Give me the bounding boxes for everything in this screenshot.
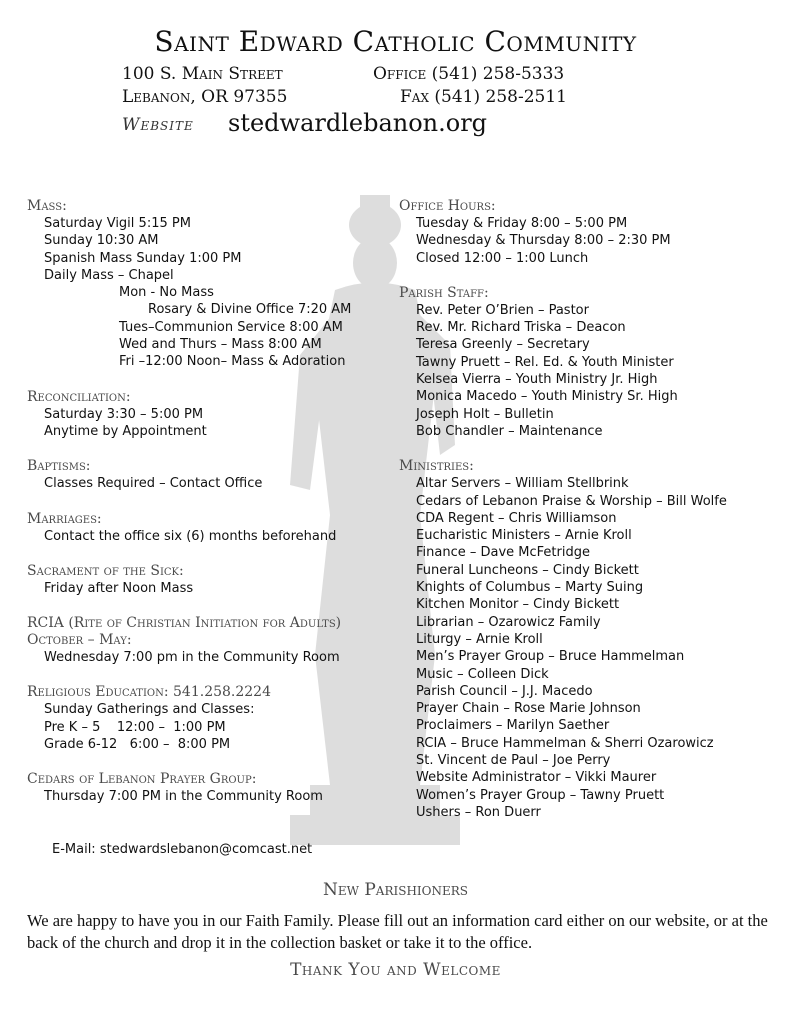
ministry-line: Music – Colleen Dick <box>416 666 549 682</box>
mass-line: Mon - No Mass <box>119 285 214 301</box>
mass-line: Fri –12:00 Noon– Mass & Adoration <box>119 354 346 370</box>
ministry-line: Eucharistic Ministers – Arnie Kroll <box>416 528 632 544</box>
staff-line: Rev. Mr. Richard Triska – Deacon <box>416 320 626 336</box>
mass-line: Daily Mass – Chapel <box>44 267 174 283</box>
religious-ed-line: Sunday Gatherings and Classes: <box>44 702 255 718</box>
ministry-line: Kitchen Monitor – Cindy Bickett <box>416 597 620 613</box>
staff-line: Bob Chandler – Maintenance <box>416 423 603 439</box>
reconciliation-line: Saturday 3:30 – 5:00 PM <box>44 406 204 422</box>
right-column <box>399 198 784 821</box>
sick-heading: Sacrament of the Sick: <box>27 562 184 579</box>
staff-line: Teresa Greenly – Secretary <box>416 337 590 353</box>
office-phone: Office (541) 258-5333 <box>373 64 565 84</box>
mass-line: Wed and Thurs – Mass 8:00 AM <box>119 337 322 353</box>
prayer-group-line: Thursday 7:00 PM in the Community Room <box>44 789 323 805</box>
mass-heading: Mass: <box>27 198 67 214</box>
staff-line: Monica Macedo – Youth Ministry Sr. High <box>416 389 678 405</box>
ministry-line: Cedars of Lebanon Praise & Worship – Bill Wolfe <box>416 493 727 509</box>
left-column <box>27 198 387 806</box>
website-link[interactable]: stedwardlebanon.org <box>228 109 488 137</box>
mass-line: Saturday Vigil 5:15 PM <box>44 216 191 231</box>
new-parishioners-text: We are happy to have you in our Faith Family. Please fill out an information card either on our website, or at the back of the church and drop it in the collection basket or take it to the office. <box>27 911 768 952</box>
ministry-line: Ushers – Ron Duerr <box>416 804 541 820</box>
marriages-line: Contact the office six (6) months beforehand <box>44 528 337 544</box>
new-parishioners-heading: New Parishioners <box>322 880 469 900</box>
ministry-line: Website Administrator – Vikki Maurer <box>416 770 657 786</box>
address-line-2: Lebanon, OR 97355 <box>122 87 288 107</box>
ministry-line: St. Vincent de Paul – Joe Perry <box>416 753 611 769</box>
ministry-line: Liturgy – Arnie Kroll <box>416 631 543 647</box>
address-line-1: 100 S. Main Street <box>122 64 283 84</box>
rcia-line: Wednesday 7:00 pm in the Community Room <box>44 650 340 666</box>
staff-line: Rev. Peter O’Brien – Pastor <box>416 302 589 318</box>
ministry-line: Finance – Dave McFetridge <box>416 545 590 561</box>
ministries-heading: Ministries: <box>399 458 474 475</box>
mass-line: Tues–Communion Service 8:00 AM <box>119 319 343 335</box>
website-label: Website <box>122 115 194 135</box>
prayer-group-heading: Cedars of Lebanon Prayer Group: <box>27 771 257 788</box>
mass-line: Rosary & Divine Office 7:20 AM <box>148 302 352 318</box>
ministry-line: CDA Regent – Chris Williamson <box>416 510 617 526</box>
ministry-line: Librarian – Ozarowicz Family <box>416 614 601 630</box>
staff-line: Joseph Holt – Bulletin <box>416 406 554 422</box>
ministry-line: RCIA – Bruce Hammelman & Sherri Ozarowicz <box>416 735 714 751</box>
mass-line: Spanish Mass Sunday 1:00 PM <box>44 250 242 266</box>
ministry-line: Knights of Columbus – Marty Suing <box>416 580 644 596</box>
baptisms-line: Classes Required – Contact Office <box>44 476 263 492</box>
ministry-line: Parish Council – J.J. Macedo <box>416 683 593 699</box>
staff-line: Kelsea Vierra – Youth Ministry Jr. High <box>416 372 658 388</box>
ministry-line: Proclaimers – Marilyn Saether <box>416 718 610 734</box>
closing-text: Thank You and Welcome <box>290 960 501 980</box>
ministry-line: Prayer Chain – Rose Marie Johnson <box>416 701 641 717</box>
office-hours-line: Wednesday & Thursday 8:00 – 2:30 PM <box>416 233 671 249</box>
baptisms-heading: Baptisms: <box>27 458 91 475</box>
ministry-line: Women’s Prayer Group – Tawny Pruett <box>416 787 665 803</box>
office-hours-line: Tuesday & Friday 8:00 – 5:00 PM <box>416 216 628 231</box>
office-hours-line: Closed 12:00 – 1:00 Lunch <box>416 250 589 266</box>
marriages-heading: Marriages: <box>27 510 102 527</box>
staff-line: Tawny Pruett – Rel. Ed. & Youth Minister <box>416 354 674 370</box>
ministry-line: Funeral Luncheons – Cindy Bickett <box>416 562 639 578</box>
office-hours-heading: Office Hours: <box>399 198 496 214</box>
religious-ed-line: Pre K – 5 12:00 – 1:00 PM <box>44 719 226 735</box>
rcia-heading: RCIA (Rite of Christian Initiation for Adults) October – May: <box>27 615 342 649</box>
fax-number: Fax (541) 258-2511 <box>400 87 567 107</box>
reconciliation-line: Anytime by Appointment <box>44 423 207 439</box>
mass-line: Sunday 10:30 AM <box>44 233 159 249</box>
ministry-line: Men’s Prayer Group – Bruce Hammelman <box>416 649 685 665</box>
page-title: Saint Edward Catholic Community <box>154 25 637 58</box>
email-contact[interactable]: E-Mail: stedwardslebanon@comcast.net <box>52 842 313 857</box>
sick-line: Friday after Noon Mass <box>44 580 194 596</box>
ministry-line: Altar Servers – William Stellbrink <box>416 476 629 492</box>
religious-ed-heading: Religious Education: 541.258.2224 <box>27 684 271 701</box>
religious-ed-line: Grade 6-12 6:00 – 8:00 PM <box>44 737 231 753</box>
parish-staff-heading: Parish Staff: <box>399 284 489 301</box>
reconciliation-heading: Reconciliation: <box>27 388 131 405</box>
